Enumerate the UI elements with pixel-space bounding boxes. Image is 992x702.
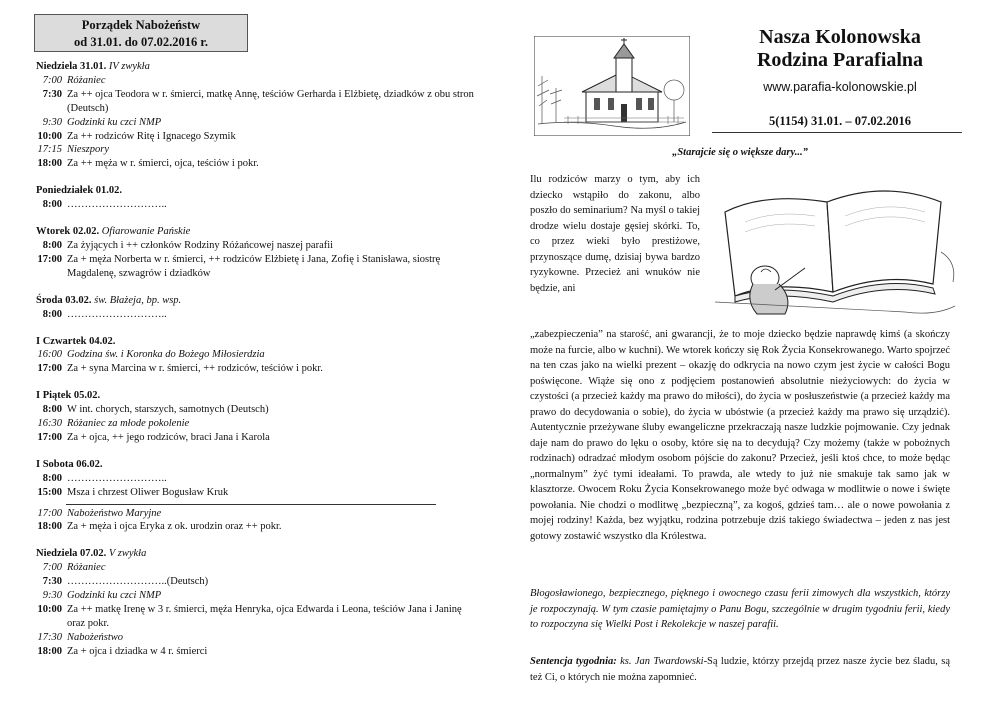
schedule-row: [36, 589, 476, 603]
mass-time: 16:30: [37, 418, 62, 430]
day-name: I Sobota 06.02.: [36, 458, 103, 470]
mass-intention: Za żyjących i ++ członków Rodziny Różańcowej naszej parafii: [67, 239, 334, 251]
mass-intention: Różaniec: [67, 74, 106, 86]
schedule-day: [36, 458, 476, 535]
mass-intention: Msza i chrzest Oliwer Bogusław Kruk: [67, 486, 229, 498]
schedule-row: [36, 74, 476, 88]
schedule-row: [36, 507, 476, 521]
sentence-label: Sentencja tygodnia:: [530, 656, 617, 667]
day-feast: św. Błażeja, bp. wsp.: [94, 294, 182, 306]
schedule-row: [36, 157, 476, 171]
mass-intention: Godzinki ku czci NMP: [67, 116, 162, 128]
day-name: Wtorek 02.02.: [36, 226, 100, 238]
schedule-day: [36, 294, 476, 322]
mass-time: 7:30: [42, 576, 62, 588]
schedule-row: [36, 308, 476, 322]
mass-intention: Różaniec: [67, 562, 106, 574]
day-name: Środa 03.02.: [36, 294, 92, 306]
schedule-row: [36, 472, 476, 486]
sentence-of-week: [530, 654, 950, 685]
mass-time: 18:00: [37, 645, 62, 657]
mass-time: 10:00: [37, 604, 62, 615]
mass-intention: Za ++ matkę Irenę w 3 r. śmierci, męża Henryka, ojca Edwarda i Leona, teściów Jana i Janinę oraz pokr.: [67, 604, 462, 629]
mass-intention: Nabożeństwo: [67, 631, 124, 643]
masthead-line-1: Nasza Kolonowska: [759, 26, 921, 48]
schedule-row: [36, 130, 476, 144]
mass-intention: Godzinki ku czci NMP: [67, 590, 162, 602]
mass-intention: Za + męża Norberta w r. śmierci, ++ rodziców Elżbietę i Jana, Zofię i Stanisława, siostrę Magdalenę, szwagrów i dziadków: [67, 253, 441, 279]
schedule-row: [36, 431, 476, 445]
schedule-day: [36, 389, 476, 445]
schedule-row: [36, 575, 476, 589]
open-book-illustration: [705, 172, 965, 326]
mass-time: 16:00: [37, 349, 62, 361]
schedule-row: [36, 403, 476, 417]
schedule-row: [36, 631, 476, 645]
schedule-header-box: [34, 14, 248, 52]
mass-intention: Za ++ ojca Teodora w r. śmierci, matkę Annę, teściów Gerharda i Elżbietę, dziadków z obu stron (Deutsch): [67, 88, 474, 114]
mass-time: 8:00: [42, 308, 62, 320]
mass-time: 8:00: [42, 199, 62, 211]
mass-intention: Różaniec za młode pokolenie: [67, 418, 190, 430]
mass-time: 18:00: [37, 158, 62, 170]
mass-intention: Za + ojca i dziadka w 4 r. śmierci: [67, 645, 208, 657]
mass-intention: Godzina św. i Koronka do Bożego Miłosierdzia: [67, 349, 265, 361]
mass-intention: Za ++ rodziców Ritę i Ignacego Szymik: [67, 130, 236, 142]
article-quote: „Starajcie się o większe dary...”: [672, 147, 808, 158]
day-heading: [36, 335, 476, 349]
mass-time: 9:30: [42, 590, 62, 602]
day-name: Poniedziałek 01.02.: [36, 185, 123, 197]
mass-time: 9:30: [42, 116, 62, 128]
mass-time: 17:00: [37, 253, 62, 265]
day-heading: [36, 458, 476, 472]
mass-intention: ………………………..: [67, 199, 167, 211]
schedule-title: Porządek Nabożeństw: [81, 18, 201, 32]
schedule-row: [36, 143, 476, 157]
mass-time: 7:00: [42, 74, 62, 86]
mass-intention: Nabożeństwo Maryjne: [67, 507, 162, 519]
mass-time: 7:30: [42, 88, 62, 100]
mass-intention: Za + męża i ojca Eryka z ok. urodzin oraz ++ pokr.: [67, 521, 282, 533]
schedule-row: [36, 561, 476, 575]
day-heading: [36, 60, 476, 74]
day-heading: [36, 225, 476, 239]
article-main-text: „zabezpieczenia” na starość, ani gwarancji, że to moje dziecko będzie naprawdę kimś (a skończy może na furcie, albo w kuchni). We wtorek kończy się Rok Życia Konsekrowanego. Warto spojrzeć na ten czas jako na wielki prezent – okazję do odkrycia na nowo czym jest życie w całości Bogu poświęcone. Wiąże się ono z podjęciem postanowień absolutnie nieżyciowych: do życia w czystości (a przecież każdy ma prawo do miłości), do życia w posłuszeństwie (a przecież każdy ma prawo do decydowania o sobie), do życia w ubóstwie (a przecież każdy ma prawo się urządzić). Autentycznie przeżywane śluby ewangeliczne przekraczają nasze ludzkie pojmowanie. Czy jednak daje nam do prawo do lęku o osoby, które się na to decydują? Czy możemy (także w pobożnych rodzinach) odradzać młodym osobom pójście do zakonu? Przecież, jeśli ktoś chce, to może będąc „normalnym” żyć tymi ideałami. To prawda, ale wtedy to już nie smakuje tak samo jak w klasztorze. Owocem Roku Życia Konsekrowanego może być odwaga w modlitwie o nowe i święte powołania. Nie chodzi o modlitwę „bezpieczną”, za kogoś, gdzieś tam… ale o nowe powołania z mojej rodziny! Każda, bez wyjątku, rodzina potrzebuje dziś takiego świadectwa – jeden z nas jest gotowy zostawić wszystko dla Królestwa.: [530, 329, 950, 542]
schedule-day: [36, 184, 476, 212]
mass-intention: ………………………..(Deutsch): [67, 576, 209, 588]
mass-schedule: [36, 60, 476, 659]
mass-time: 8:00: [42, 472, 62, 484]
schedule-row: [36, 116, 476, 130]
sentence-text: -Są ludzie, którzy przejdą przez nasze życie bez śladu, są też Ci, o których nie można zapomnieć.: [530, 656, 951, 683]
schedule-day: [36, 60, 476, 171]
mass-intention: Za + syna Marcina w r. śmierci, ++ rodziców, teściów i pokr.: [67, 363, 323, 375]
day-heading: [36, 294, 476, 308]
schedule-row: [36, 348, 476, 362]
mass-intention: ………………………..: [67, 308, 167, 320]
schedule-day: [36, 225, 476, 281]
mass-time: 17:15: [37, 144, 62, 156]
schedule-row: [36, 198, 476, 212]
article-column-text: Ilu rodziców marzy o tym, aby ich dziecko wstąpiło do zakonu, albo poszło do seminarium? Na myśl o takiej drodze wielu dostaje gęsiej skórki. To, co przez wieki było prestiżowe, przynoszące dumę, dzisiaj bywa bardzo ryzykowne. Przecież ani wnuków nie będzie, ani: [530, 174, 700, 294]
schedule-row: [36, 645, 476, 659]
mass-intention: Za + ojca, ++ jego rodziców, braci Jana i Karola: [67, 431, 270, 443]
mass-time: 17:00: [37, 507, 62, 519]
schedule-row: [36, 88, 476, 116]
day-feast: IV zwykła: [108, 61, 150, 72]
schedule-separator: [66, 504, 436, 505]
sentence-author: ks. Jan Twardowski: [620, 656, 704, 667]
day-name: I Piątek 05.02.: [36, 390, 101, 402]
mass-intention: ………………………..: [67, 472, 167, 484]
day-heading: [36, 389, 476, 403]
day-feast: Ofiarowanie Pańskie: [101, 226, 191, 238]
issue-number: 5(1154) 31.01. – 07.02.2016: [768, 114, 911, 128]
day-name: Niedziela 07.02.: [36, 548, 107, 560]
schedule-dates: od 31.01. do 07.02.2016 r.: [74, 35, 208, 49]
day-name: I Czwartek 04.02.: [36, 335, 116, 347]
schedule-row: [36, 239, 476, 253]
mass-time: 15:00: [37, 486, 62, 498]
day-name: Niedziela 31.01.: [36, 61, 107, 72]
schedule-row: [36, 520, 476, 534]
mass-time: 17:00: [37, 431, 62, 443]
mass-time: 17:00: [37, 363, 62, 375]
mass-time: 18:00: [37, 521, 62, 533]
mass-intention: Za ++ męża w r. śmierci, ojca, teściów i pokr.: [67, 158, 259, 170]
schedule-row: [36, 417, 476, 431]
day-heading: [36, 547, 476, 561]
mass-intention: W int. chorych, starszych, samotnych (Deutsch): [67, 404, 269, 416]
schedule-row: [36, 362, 476, 376]
masthead-line-2: Rodzina Parafialna: [756, 49, 924, 71]
schedule-row: [36, 486, 476, 500]
mass-time: 7:00: [42, 562, 62, 574]
day-feast: V zwykła: [108, 548, 147, 560]
day-heading: [36, 184, 476, 198]
mass-time: 8:00: [42, 404, 62, 416]
mass-time: 10:00: [37, 130, 62, 142]
church-sketch-image: [534, 36, 690, 136]
schedule-day: [36, 547, 476, 658]
schedule-day: [36, 335, 476, 377]
masthead-rule: [712, 132, 962, 133]
mass-intention: Nieszpory: [67, 144, 109, 156]
schedule-row: [36, 253, 476, 281]
mass-time: 8:00: [42, 239, 62, 251]
blessing-text: Błogosławionego, bezpiecznego, pięknego i owocnego czasu ferii zimowych dla wszystkich, którzy je rozpoczynają. W tym czasie pamiętajmy o Panu Bogu, szczególnie w drugim tygodniu ferii, kiedy to rozpoczyna się Wielki Post i Rekolekcje w naszej parafii.: [530, 588, 950, 630]
schedule-row: [36, 603, 476, 631]
mass-time: 17:30: [37, 631, 62, 643]
parish-url[interactable]: www.parafia-kolonowskie.pl: [763, 80, 917, 94]
